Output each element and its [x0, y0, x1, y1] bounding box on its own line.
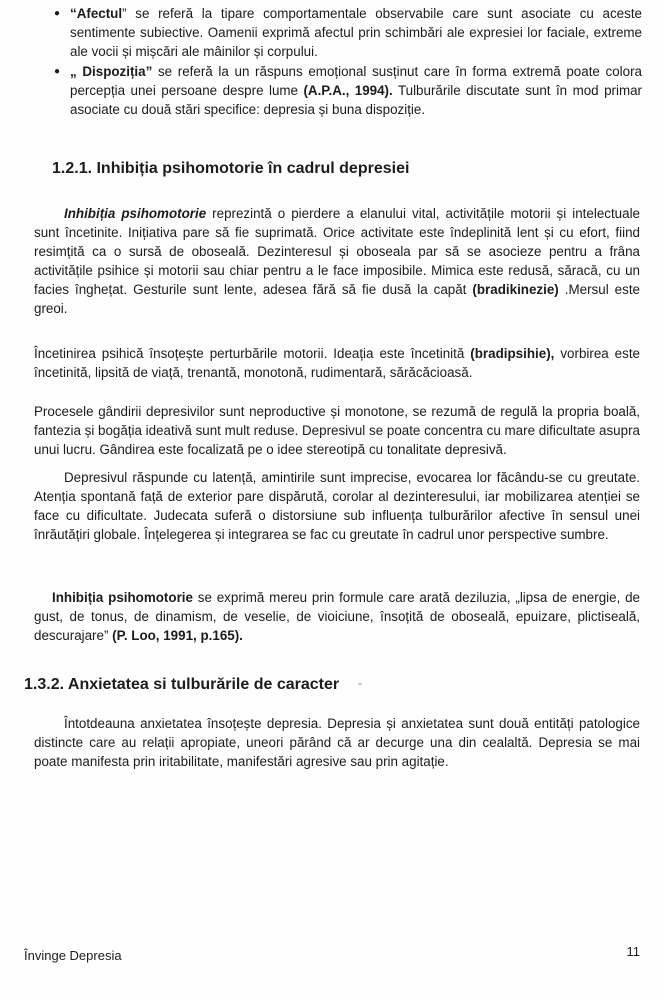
term-bradikinezie: (bradikinezie) — [472, 282, 559, 297]
paragraph-inhibitia-formule — [34, 588, 640, 645]
paragraph-depresivul-raspunde: Depresivul răspunde cu latență, amintirile sunt imprecise, evocarea lor făcându-se cu greutate. Atenția spontană față de exterior pare dispărută, corolar al dezinteresului, iar mobilizarea atenției se face cu dificultate. Judecata suferă o distorsiune sub influența tulburărilor afective în sensul unei înrăutățiri globale. Înțelegerea și integrarea se fac cu greutate în cadrul unor perspective sumbre. — [34, 470, 640, 542]
citation-apa: (A.P.A., 1994). — [303, 83, 393, 98]
term-afectul: “Afectul — [70, 6, 123, 21]
paragraph-procesele-gandirii: Procesele gândirii depresivilor sunt neproductive și monotone, se rezumă de regulă la propria boală, fantezia și bogăția ideativă sunt mult reduse. Depresivul se poate concentra cu mare dificultate asupra unui lucru. Gândirea este focalizată pe o idee stereotipă cu tonalitate depresivă. — [34, 404, 640, 457]
paragraph-anxietatea: Întotdeauna anxietatea însoțește depresia. Depresia și anxietatea sunt două entități patologice distincte care au relații apropiate, uneori părând că ar decurge una din cealaltă. Depresia se mai poate manifesta prin iritabilitate, manifestări agresive sau prin agitație. — [34, 716, 640, 769]
paragraph-incetinirea — [34, 344, 640, 382]
citation-loo: (P. Loo, 1991, p.165). — [112, 628, 243, 643]
paragraph-inhibitia-definition — [34, 204, 640, 318]
term-closing-quote: ” — [122, 6, 127, 21]
list-item-dispozitia — [52, 62, 642, 119]
list-item-afectul — [52, 4, 642, 61]
paragraph-text: reprezintă o pierdere a elanului vital, activitățile motorii și intelectuale sunt încetinite. Inițiativa pare să fie suprimată. Orice activitate este îndeplinită lent și cu efort, fiind resimțită ca o sursă de oboseală. Dezinteresul și oboseala par să se asocieze pentru a frâna activitățile psihice și motorii sau chiar pentru a le face imposibile. Mimica este redusă, săracă, cu un facies înghețat. Gesturile sunt lente, adesea fără să fie dusă la capăt — [34, 206, 640, 297]
term-inhibitia: Inhibiția psihomotorie — [64, 206, 207, 221]
definition-afectul: se referă la tipare comportamentale observabile care sunt asociate cu aceste sentimente subiective. Oamenii exprimă afectul prin schimbări ale expresiei lor faciale, extreme ale vocii și mișcări ale mâinilor și corpului. — [70, 6, 642, 59]
paragraph-tail: vorbirea este încetinită, lipsită de viață, trenantă, monotonă, rudimentară, sărăcăcioasă. — [34, 346, 640, 380]
section-heading-inhibitia: 1.2.1. Inhibiția psihomotorie în cadrul depresiei — [52, 160, 410, 177]
term-dispozitia: „ Dispoziția” — [70, 64, 153, 79]
section-heading-anxietatea: 1.3.2. Anxietatea si tulburările de caracter — [24, 676, 340, 693]
term-bradipsihie: (bradipsihie), — [470, 346, 555, 361]
paragraph-tail: .Mersul este greoi. — [34, 282, 640, 316]
footer-book-title: Învingе Depresia — [24, 948, 122, 963]
paragraph-text: se exprimă mereu prin formule care arată deziluzia, „lipsa de energie, de gust, de tonus, de dinamism, de veselie, de vioiciune, însoțită de oboseală, epuizare, plictiseală, descurajare” — [34, 590, 640, 643]
paragraph-text: Încetinirea psihică însoțește perturbările motorii. Ideația este încetinită — [34, 346, 471, 361]
footer-page-number: 11 — [626, 944, 640, 959]
term-inhibitia-bold: Inhibiția psihomotorie — [52, 590, 193, 605]
definition-dispozitia-part1: se referă la un răspuns emoțional susținut care în forma extremă poate colora percepția unei persoane despre lume — [70, 64, 642, 98]
stray-mark: - — [358, 676, 362, 690]
definition-list — [52, 4, 642, 120]
definition-dispozitia-part2: Tulburările discutate sunt în mod primar asociate cu două stări specifice: depresia și buna dispoziție. — [70, 83, 643, 117]
